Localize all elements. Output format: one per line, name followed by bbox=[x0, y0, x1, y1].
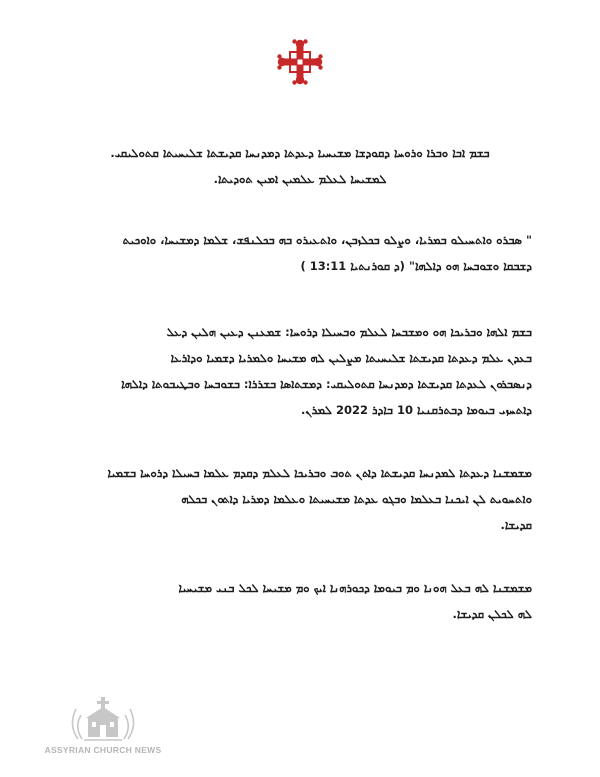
text-line: ܒܫܡ ܐܒܐ ܘܒܪܐ ܘܪܘܚܐ ܕܩܘܕܫܐ ܡܫܝܚܝܐ ܕܥܕܬܐ ܕܡܕܢܚܐ ܩܕܝܫܬܐ ܫܠܝܚܝܬܐ ܩܬܘܠܝܩܝ. bbox=[110, 146, 490, 160]
church-emblem-icon bbox=[38, 695, 168, 745]
paragraph-body-2 bbox=[68, 460, 532, 538]
watermark-caption: ASSYRIAN CHURCH NEWS bbox=[44, 745, 162, 755]
text-line: ܒܫܡ ܐܠܗܐ ܘܒܪܝܟܐ ܗܘ ܘܡܫܒܚܐ ܠܥܠܡ ܘܒܚܝܠܐ ܕܪܘܚܐ: ܫܡܥܢܢ ܕܥܝܢ ܗܠܝܢ ܕܥܠ bbox=[166, 325, 532, 339]
text-line: ܠܡܫܝܚܐ ܠܥܠܡ ܥܠܡܝܢ ܐܡܝܢ ܬܘܕܝܬܐ. bbox=[213, 172, 387, 186]
text-line: ܒܥܕܢ ܥܠܡ ܕܥܕܬܐ ܩܕܝܫܬܐ ܫܠܝܚܝܬܐ ܡܨܠܝܢ ܠܗ ܡܫܝܚܐ ܘܠܡܪܝܐ ܕܫܡܝܐ ܘܕܐܪܥܐ bbox=[170, 351, 532, 365]
paragraph-body-1 bbox=[68, 319, 532, 423]
paragraph-opening bbox=[68, 140, 532, 192]
text-line: ܡܫܡܫܢܐ ܕܥܕܬܐ ܠܡܕܢܚܐ ܩܕܝܫܬܐ ܕܐܬܢ ܬܘܒ ܘܒܪܝܟܐ ܠܥܠܡ ܕܩܕܡ ܥܠܡܐ ܒܚܝܠܐ ܕܪܘܚܐ ܒܫܡܝܐ bbox=[107, 466, 532, 480]
text-line: ܩܕܝܫܐ. bbox=[500, 518, 532, 532]
watermark-logo bbox=[38, 695, 168, 765]
text-line: ܠܗ ܠܟܠܢ ܩܕܝܫܐ. bbox=[452, 607, 532, 621]
text-line: ܕܫܒܩܐ ܘܫܘܒܚܐ ܗܘ ܕܐܠܗܐ" (ܕ ܩܘܪܢܬܝܐ 13:11 ) bbox=[300, 259, 532, 273]
text-line: ܕܐܬܚܙܝ ܒܝܘܡܐ ܕܒܬܪܩܢܝܐ 10 ܒܐܕܪ 2022 ܠܡܪܢ. bbox=[301, 403, 532, 417]
paragraph-body-3 bbox=[68, 575, 532, 627]
text-line: ܕܢܣܒܪܘܢ ܠܥܕܬܐ ܩܕܝܫܬܐ ܕܡܕܢܚܐ ܩܬܘܠܝܩܝ: ܕܡܫܬܐܣܐ ܒܫܪܪܐ: ܒܫܘܒܚܐ ܘܒܛܝܒܘܬܐ ܕܐܠܗܐ bbox=[121, 377, 532, 391]
text-line: ܡܫܡܫܢܐ ܠܗ ܒܥܠ ܗܘܢܐ ܘܡ ܒܝܘܡܐ ܕܟܘܪܗܢܐ ܐܝܟ ܘܡ ܡܫܝܚܐ ܠܟܠ ܒܢܝ ܡܫܝܚܝܐ bbox=[178, 581, 532, 595]
syriac-cross-icon bbox=[276, 38, 324, 86]
text-line: " ܣܒܪܘ ܘܐܬܚܝܠܘ ܒܡܪܝܐ، ܘܨܠܘ ܒܟܠܙܒܢ، ܘܐܬܥܝܪܘ ܒܗ ܒܟܠܢܦܫ، ܫܠܡܐ ܕܡܫܝܚܐ، ܘܐܘܟܝܬ bbox=[122, 233, 532, 247]
paragraph-scripture-quote bbox=[68, 227, 532, 279]
text-line: ܘܐܬܚܘܝܬ ܠܢ ܐܝܟܢܐ ܒܥܠܡܐ ܘܒܓܘ ܥܕܬܐ ܡܫܝܚܝܬܐ ܘܥܠܡܐ ܕܡܪܝܐ ܕܐܬܘܢ ܒܟܠܗ bbox=[181, 492, 532, 506]
